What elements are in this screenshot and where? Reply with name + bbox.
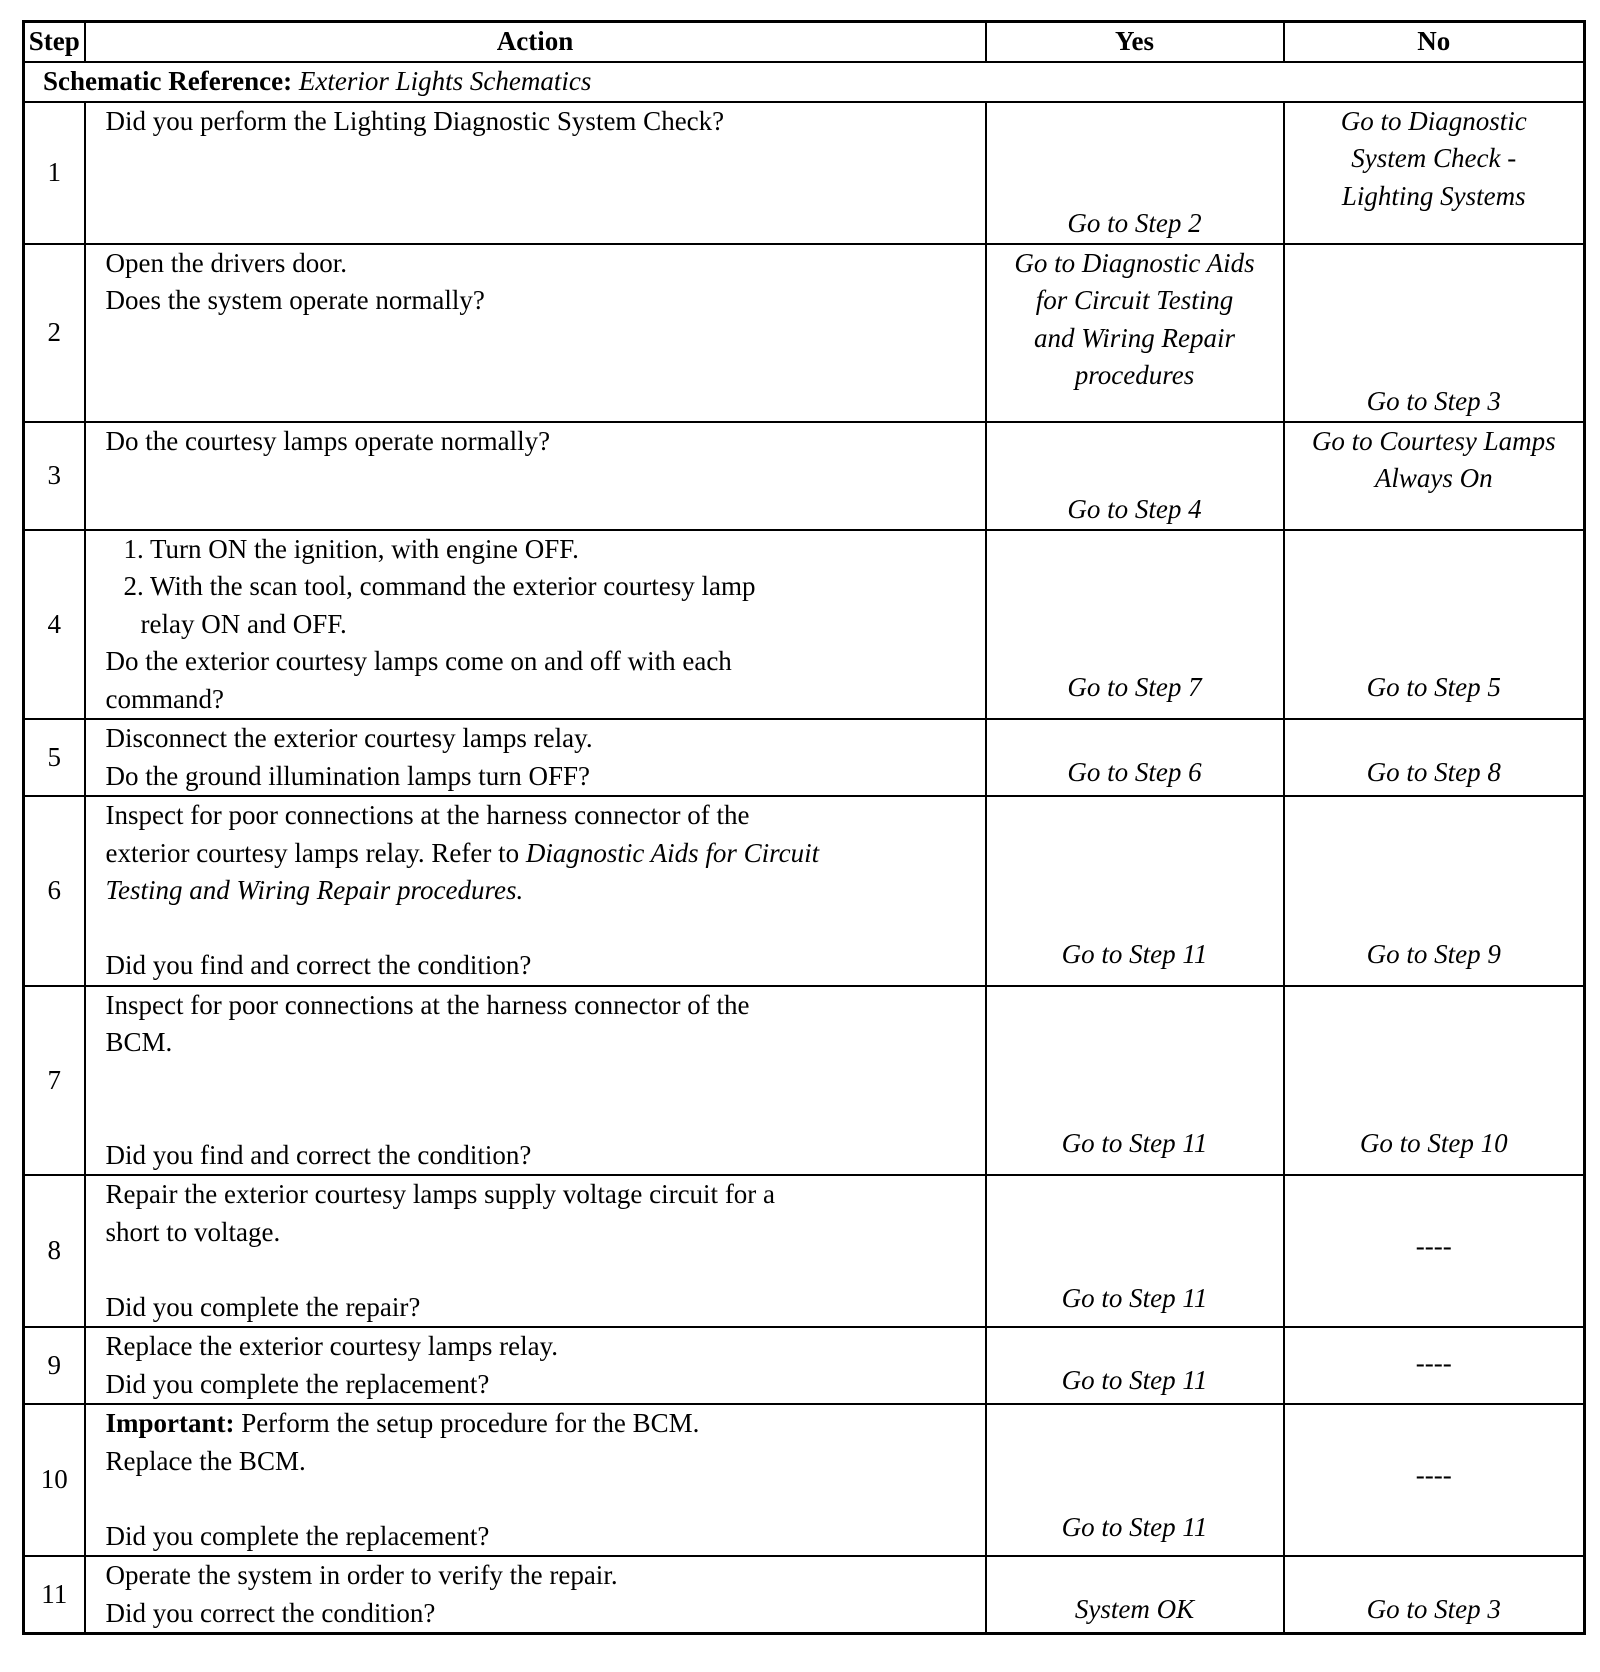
- header-step: Step: [24, 22, 85, 63]
- step-number: 5: [24, 719, 85, 796]
- action-line: 1. Turn ON the ignition, with engine OFF.: [123, 533, 579, 564]
- yes-cell: [986, 719, 1284, 796]
- yes-link-line: for Circuit Testing: [1035, 285, 1234, 315]
- action-line: Do the ground illumination lamps turn OFF?: [105, 760, 590, 791]
- no-cell: [1284, 1556, 1585, 1634]
- yes-link[interactable]: [987, 245, 1283, 395]
- no-cell: [1284, 530, 1585, 720]
- no-cell: [1284, 796, 1585, 986]
- action-line: 2. With the scan tool, command the exterior courtesy lamp: [123, 571, 756, 601]
- step-number: 3: [24, 422, 85, 530]
- spacer: [106, 1062, 981, 1100]
- action-line: Repair the exterior courtesy lamps supply voltage circuit for a: [105, 1179, 776, 1209]
- yes-cell: [986, 530, 1284, 720]
- action-cell: [85, 1404, 986, 1556]
- table-row: [24, 1556, 1585, 1634]
- action-cell: [85, 719, 986, 796]
- step-number: 10: [24, 1404, 85, 1556]
- no-placeholder: ----: [1415, 1230, 1452, 1261]
- no-placeholder: ----: [1415, 1347, 1452, 1378]
- table-row: [24, 796, 1585, 986]
- no-cell: [1284, 1404, 1585, 1556]
- no-link[interactable]: Go to Step 3: [1366, 1593, 1501, 1624]
- header-action: Action: [85, 22, 986, 63]
- action-text: exterior courtesy lamps relay. Refer to: [105, 837, 520, 868]
- spacer: [106, 1251, 981, 1289]
- yes-cell: [986, 1404, 1284, 1556]
- table-row: [24, 986, 1585, 1176]
- action-line: Inspect for poor connections at the harness connector of the: [105, 800, 750, 830]
- yes-result: System OK: [1074, 1593, 1195, 1624]
- yes-cell: [986, 1556, 1284, 1634]
- diagnostic-aids-link[interactable]: Diagnostic Aids for Circuit: [525, 837, 820, 868]
- no-link[interactable]: Go to Step 8: [1366, 756, 1501, 787]
- schematic-reference-row: [24, 62, 1585, 102]
- spacer: [106, 1099, 981, 1137]
- action-text: Perform the setup procedure for the BCM.: [241, 1408, 700, 1438]
- action-cell: [85, 1175, 986, 1327]
- no-cell: [1284, 719, 1585, 796]
- table-row: [24, 422, 1585, 530]
- action-line: command?: [105, 683, 224, 714]
- yes-link[interactable]: Go to Step 11: [1061, 1364, 1208, 1395]
- action-line: Replace the BCM.: [105, 1445, 306, 1476]
- no-cell: [1284, 422, 1585, 530]
- action-line: Do the exterior courtesy lamps come on and off with each: [105, 646, 732, 676]
- yes-link-line: and Wiring Repair: [1034, 322, 1235, 353]
- no-placeholder: ----: [1415, 1459, 1452, 1490]
- no-link-line: Go to Courtesy Lamps: [1311, 425, 1556, 456]
- action-line: [106, 872, 981, 910]
- no-cell: [1284, 102, 1585, 244]
- action-line: Does the system operate normally?: [105, 285, 485, 315]
- no-link[interactable]: Go to Step 9: [1366, 938, 1501, 969]
- yes-link[interactable]: Go to Step 11: [1061, 1282, 1208, 1313]
- important-label: Important:: [105, 1408, 235, 1438]
- table-row: [24, 530, 1585, 720]
- spacer: [106, 910, 981, 948]
- action-line: Did you find and correct the condition?: [105, 1139, 532, 1170]
- schematic-reference-link[interactable]: Exterior Lights Schematics: [298, 66, 592, 96]
- action-line: Did you complete the replacement?: [105, 1368, 490, 1399]
- no-link-line: Always On: [1374, 463, 1493, 493]
- action-cell: [85, 530, 986, 720]
- action-line: Did you find and correct the condition?: [105, 950, 532, 980]
- action-line: Operate the system in order to verify the repair.: [105, 1560, 618, 1590]
- no-cell: [1284, 986, 1585, 1176]
- action-cell: [85, 796, 986, 986]
- no-link[interactable]: Go to Step 10: [1359, 1128, 1508, 1158]
- action-line: Did you complete the repair?: [105, 1291, 421, 1322]
- yes-link-line: procedures: [1074, 360, 1195, 390]
- no-link[interactable]: Go to Step 5: [1366, 672, 1501, 702]
- yes-link[interactable]: Go to Step 11: [1061, 1511, 1208, 1542]
- action-cell: [85, 1556, 986, 1634]
- yes-cell: [986, 244, 1284, 422]
- schematic-reference-label: Schematic Reference:: [43, 66, 293, 96]
- step-number: 7: [24, 986, 85, 1176]
- action-line: Inspect for poor connections at the harness connector of the: [105, 989, 750, 1020]
- yes-link[interactable]: Go to Step 2: [1067, 208, 1202, 238]
- action-cell: [85, 986, 986, 1176]
- table-row: [24, 1175, 1585, 1327]
- action-cell: [85, 102, 986, 244]
- no-cell: [1284, 244, 1585, 422]
- action-cell: [85, 1327, 986, 1404]
- action-line: Open the drivers door.: [105, 247, 347, 278]
- yes-cell: [986, 1175, 1284, 1327]
- action-line: Replace the exterior courtesy lamps relay.: [105, 1331, 559, 1361]
- action-line: short to voltage.: [105, 1216, 281, 1247]
- yes-cell: [986, 1327, 1284, 1404]
- step-number: 4: [24, 530, 85, 720]
- yes-link-line: Go to Diagnostic Aids: [1014, 247, 1255, 278]
- yes-cell: [986, 986, 1284, 1176]
- no-link[interactable]: Go to Step 3: [1366, 386, 1501, 416]
- yes-link[interactable]: Go to Step 6: [1067, 756, 1202, 787]
- step-number: 11: [24, 1556, 85, 1634]
- step-number: 9: [24, 1327, 85, 1404]
- action-line: Disconnect the exterior courtesy lamps relay.: [105, 723, 593, 753]
- diagnostic-table: [22, 20, 1586, 1635]
- no-cell: [1284, 1327, 1585, 1404]
- step-number: 6: [24, 796, 85, 986]
- step-number: 8: [24, 1175, 85, 1327]
- schematic-reference: [24, 62, 1585, 102]
- action-line: relay ON and OFF.: [140, 608, 347, 639]
- yes-link[interactable]: Go to Step 4: [1067, 494, 1202, 524]
- no-link-line: Lighting Systems: [1341, 180, 1526, 211]
- diagnostic-aids-link[interactable]: Testing and Wiring Repair procedures.: [105, 875, 524, 905]
- no-link[interactable]: [1285, 103, 1584, 216]
- action-line: Do the courtesy lamps operate normally?: [105, 425, 551, 456]
- header-yes: Yes: [986, 22, 1284, 63]
- action-line: Did you correct the condition?: [105, 1597, 436, 1628]
- step-number: 2: [24, 244, 85, 422]
- action-line: Did you perform the Lighting Diagnostic System Check?: [105, 105, 725, 136]
- action-line: Did you complete the replacement?: [105, 1520, 490, 1551]
- no-link-line: System Check -: [1351, 143, 1517, 173]
- no-link-line: Go to Diagnostic: [1340, 105, 1527, 136]
- yes-cell: [986, 422, 1284, 530]
- header-row: [24, 22, 1585, 63]
- no-cell: [1284, 1175, 1585, 1327]
- step-number: 1: [24, 102, 85, 244]
- table-row: [24, 719, 1585, 796]
- table-row: [24, 1327, 1585, 1404]
- action-line: BCM.: [105, 1027, 173, 1057]
- spacer: [106, 1480, 981, 1518]
- yes-link[interactable]: Go to Step 11: [1061, 938, 1208, 969]
- yes-cell: [986, 102, 1284, 244]
- action-line: [106, 1405, 981, 1443]
- table-row: [24, 244, 1585, 422]
- yes-cell: [986, 796, 1284, 986]
- yes-link[interactable]: Go to Step 7: [1067, 672, 1202, 702]
- yes-link[interactable]: Go to Step 11: [1061, 1128, 1208, 1158]
- action-line: [106, 835, 981, 873]
- table-row: [24, 102, 1585, 244]
- action-cell: [85, 244, 986, 422]
- action-cell: [85, 422, 986, 530]
- table-row: [24, 1404, 1585, 1556]
- no-link[interactable]: [1285, 423, 1584, 498]
- header-no: No: [1284, 22, 1585, 63]
